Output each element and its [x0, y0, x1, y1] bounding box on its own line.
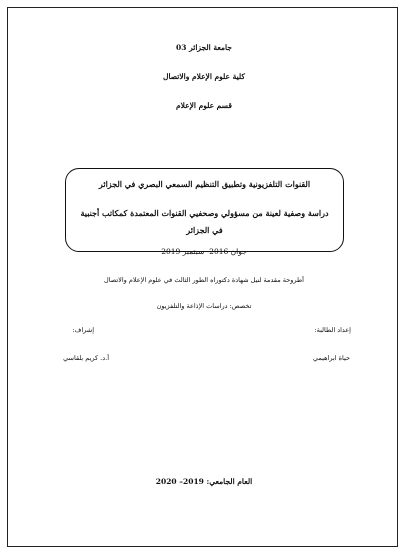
supervised-by-label: إشراف: [72, 326, 94, 334]
prepared-by-label: إعداد الطالبة: [314, 326, 351, 334]
thesis-statement: أطروحة مقدمة لنيل شهادة دكتوراه الطور الثالث في علوم الإعلام والاتصال [104, 276, 304, 284]
university-name: جامعة الجزائر 03 [176, 43, 232, 52]
thesis-subtitle: دراسة وصفية لعينة من مسؤولي وصحفيي القنوات المعتمدة كمكاتب أجنبية في الجزائر [80, 208, 329, 235]
faculty-name: كلية علوم الإعلام والاتصال [163, 72, 245, 81]
thesis-title: القنوات التلفزيونية وتطبيق التنظيم السمعي البصري في الجزائر [98, 179, 311, 189]
supervisor-name: أ.د. كريم بلقاسي [63, 354, 109, 362]
student-name: حياة ابراهيمي [312, 354, 350, 362]
specialty: تخصص: دراسات الإذاعة والتلفزيون [156, 302, 252, 310]
department-name: قسم علوم الإعلام [176, 101, 232, 110]
academic-year: العام الجامعي: 2019– 2020 [155, 477, 253, 486]
title-box [65, 168, 344, 252]
study-dates: جوان 2016- سبتمبر 2019 [161, 247, 247, 256]
